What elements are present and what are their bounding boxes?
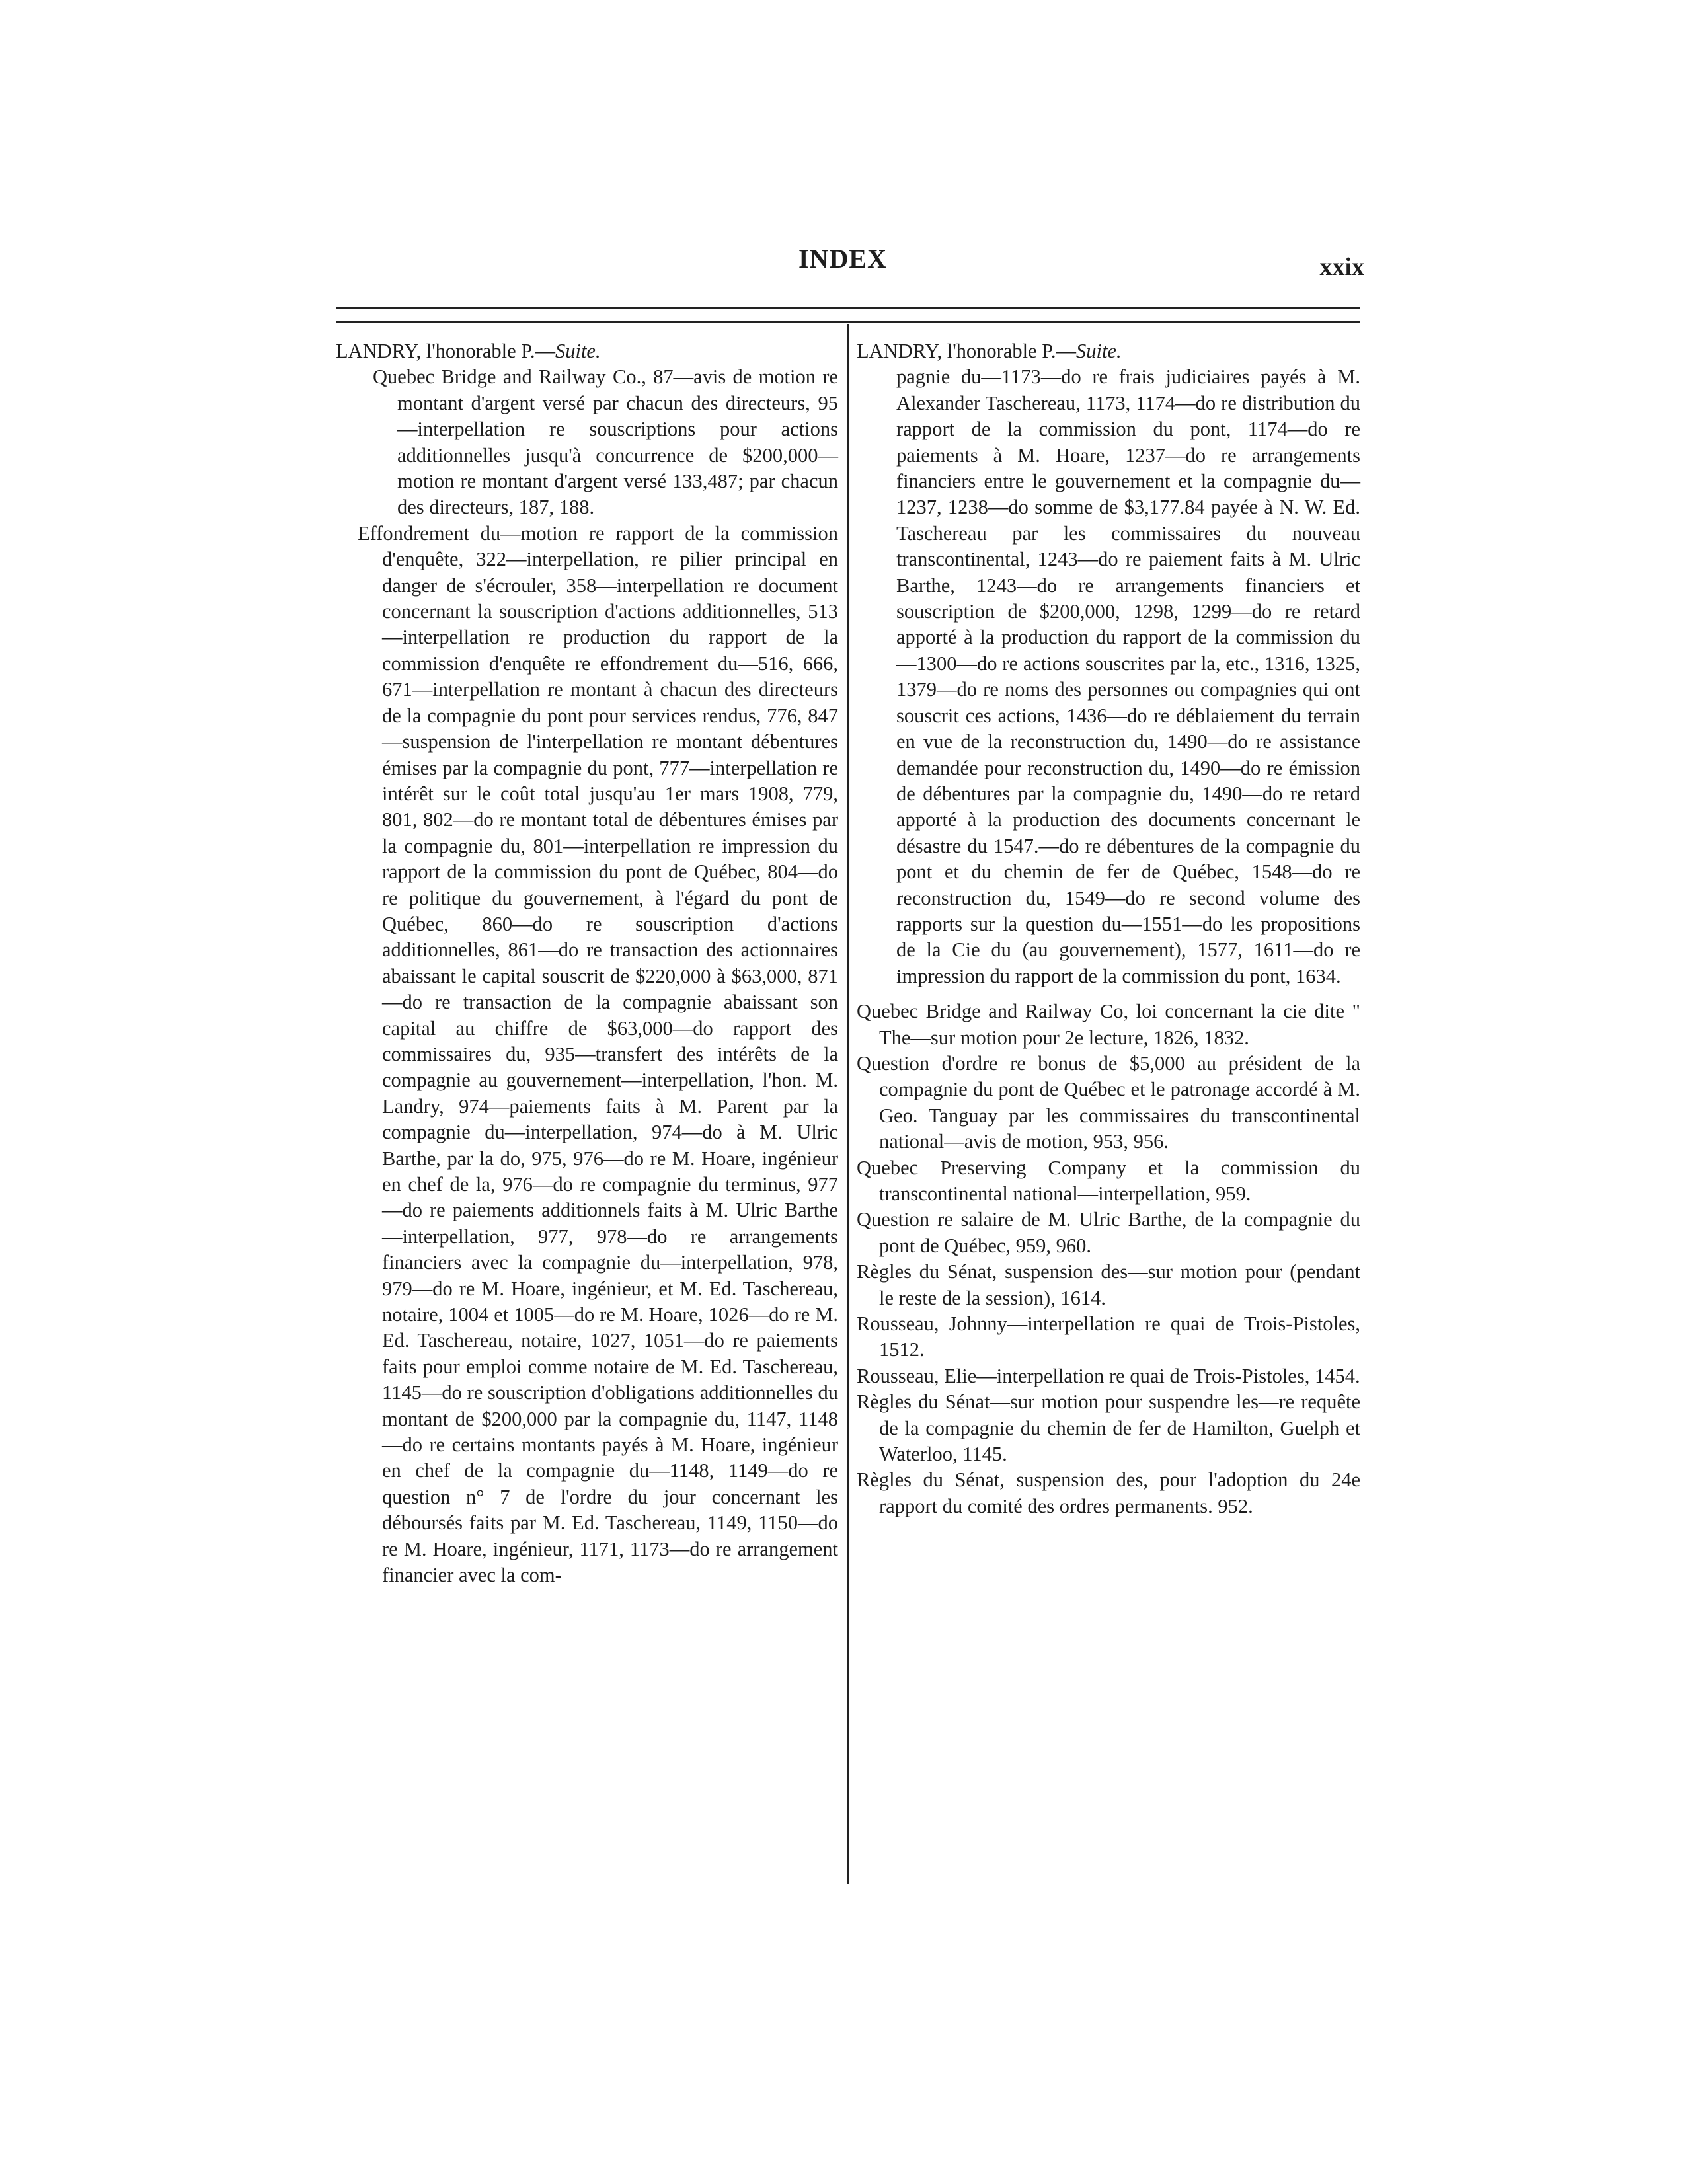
index-entry: Effondrement du—motion re rapport de la commission d'enquête, 322—interpellation, re pilier principal en danger de s'écrouler, 358—interpellation re document concernant la souscription d'actions additionnelles, 513—interpellation re production du rapport de la commission d'enquête re effondrement du—516, 666, 671—interpellation re montant à chacun des directeurs de la compagnie du pont pour services rendus, 776, 847—suspension de l'interpellation re montant débentures émises par la compagnie du pont, 777—interpellation re intérêt sur le coût total jusqu'au 1er mars 1908, 779, 801, 802—do re montant total de débentures émises par la compagnie du, 801—interpellation re impression du rapport de la commission du pont de Québec, 804—do re politique du gouvernement, à l'égard du pont de Québec, 860—do re souscription d'actions additionnelles, 861—do re transaction des actionnaires abaissant le capital souscrit de $220,000 à $63,000, 871—do re transaction de la compagnie abaissant son capital au chiffre de $63,000—do rapport des commissaires du, 935—transfert des intérêts de la compagnie au gouvernement—interpellation, l'hon. M. Landry, 974—paiements faits à M. Parent par la compagnie du—interpellation, 974—do à M. Ulric Barthe, par la do, 975, 976—do re M. Hoare, ingénieur en chef de la, 976—do re compagnie du terminus, 977—do re paiements additionnels faits à M. Ulric Barthe—interpellation, 977, 978—do re arrangements financiers avec la compagnie du—interpellation, 978, 979—do re M. Hoare, ingénieur, et M. Ed. Taschereau, notaire, 1004 et 1005—do re M. Hoare, 1026—do re M. Ed. Taschereau, notaire, 1027, 1051—do re paiements faits pour emploi comme notaire de M. Ed. Taschereau, 1145—do re souscription d'obligations additionnelles du montant de $200,000 par la compagnie du, 1147, 1148—do re certains montants payés à M. Hoare, ingénieur en chef de la compagnie du—1148, 1149—do re question n° 7 de l'ordre du jour concernant les déboursés faits par M. Ed. Taschereau, 1149, 1150—do re M. Hoare, ingénieur, 1171, 1173—do re arrangement financier avec la com- <box>358 521 838 1587</box>
index-entry: Règles du Sénat, suspension des, pour l'adoption du 24e rapport du comité des ordres permanents. 952. <box>857 1468 1360 1517</box>
page-title: INDEX <box>798 244 887 274</box>
right-heading-name: LANDRY, l'honorable P. <box>857 340 1056 362</box>
left-heading-suffix: Suite. <box>555 340 601 362</box>
index-entry-continuation: pagnie du—1173—do re frais judiciaires payés à M. Alexander Taschereau, 1173, 1174—do re distribution du rapport de la commission du pont, 1174—do re paiements à M. Hoare, 1237—do re arrangements financiers entre le gouvernement et la compagnie du—1237, 1238—do somme de $3,177.84 payée à N. W. Ed. Taschereau par les commissaires du nouveau transcontinental, 1243—do re paiement faits à M. Ulric Barthe, 1243—do re arrangements financiers et souscription de $200,000, 1298, 1299—do re retard apporté à la production du rapport de la commission du—1300—do re actions souscrites par la, etc., 1316, 1325, 1379—do re noms des personnes ou compagnies qui ont souscrit ces actions, 1436—do re déblaiement du terrain en vue de la reconstruction du, 1490—do re assistance demandée pour reconstruction du, 1490—do re émission de débentures par la compagnie du, 1490—do re retard apporté à la production des documents concernant le désastre du 1547.—do re débentures de la compagnie du pont et du chemin de fer de Québec, 1548—do re reconstruction du, 1549—do re second volume des rapports sur la question du—1551—do les propositions de la Cie du (au gouvernement), 1577, 1611—do re impression du rapport de la commission du pont, 1634. <box>896 365 1360 987</box>
header-double-rule <box>336 307 1360 323</box>
right-heading-suffix: Suite. <box>1075 340 1122 362</box>
page-number: xxix <box>1319 253 1364 281</box>
index-entry: Question d'ordre re bonus de $5,000 au président de la compagnie du pont de Québec et le patronage accordé à M. Geo. Tanguay par les commissaires du transcontinental national—avis de motion, 953, 956. <box>857 1051 1360 1153</box>
left-column <box>336 338 838 1589</box>
right-column <box>857 338 1360 1519</box>
index-entry: Quebec Bridge and Railway Co., 87—avis de motion re montant d'argent versé par chacun des directeurs, 95—interpellation re souscriptions pour actions additionnelles jusqu'à concurrence de $200,000—motion re montant d'argent versé 133,487; par chacun des directeurs, 187, 188. <box>373 365 838 519</box>
index-entry: Rousseau, Elie—interpellation re quai de Trois-Pistoles, 1454. <box>857 1364 1360 1387</box>
index-entry: Question re salaire de M. Ulric Barthe, de la compagnie du pont de Québec, 959, 960. <box>857 1208 1360 1257</box>
column-divider <box>847 324 849 1884</box>
index-entry: Rousseau, Johnny—interpellation re quai de Trois-Pistoles, 1512. <box>857 1313 1360 1361</box>
index-entry: Quebec Bridge and Railway Co, loi concernant la cie dite " The—sur motion pour 2e lecture, 1826, 1832. <box>857 1000 1360 1049</box>
index-entry: Règles du Sénat—sur motion pour suspendre les—re requête de la compagnie du chemin de fer de Hamilton, Guelph et Waterloo, 1145. <box>857 1391 1360 1466</box>
left-heading-name: LANDRY, l'honorable P. <box>336 340 535 362</box>
left-column-heading: LANDRY, l'honorable P.—Suite. <box>336 340 601 362</box>
index-entry: Règles du Sénat, suspension des—sur motion pour (pendant le reste de la session), 1614. <box>857 1260 1360 1309</box>
right-column-heading: LANDRY, l'honorable P.—Suite. <box>857 340 1122 362</box>
index-entry: Quebec Preserving Company et la commission du transcontinental national—interpellation, 959. <box>857 1156 1360 1205</box>
